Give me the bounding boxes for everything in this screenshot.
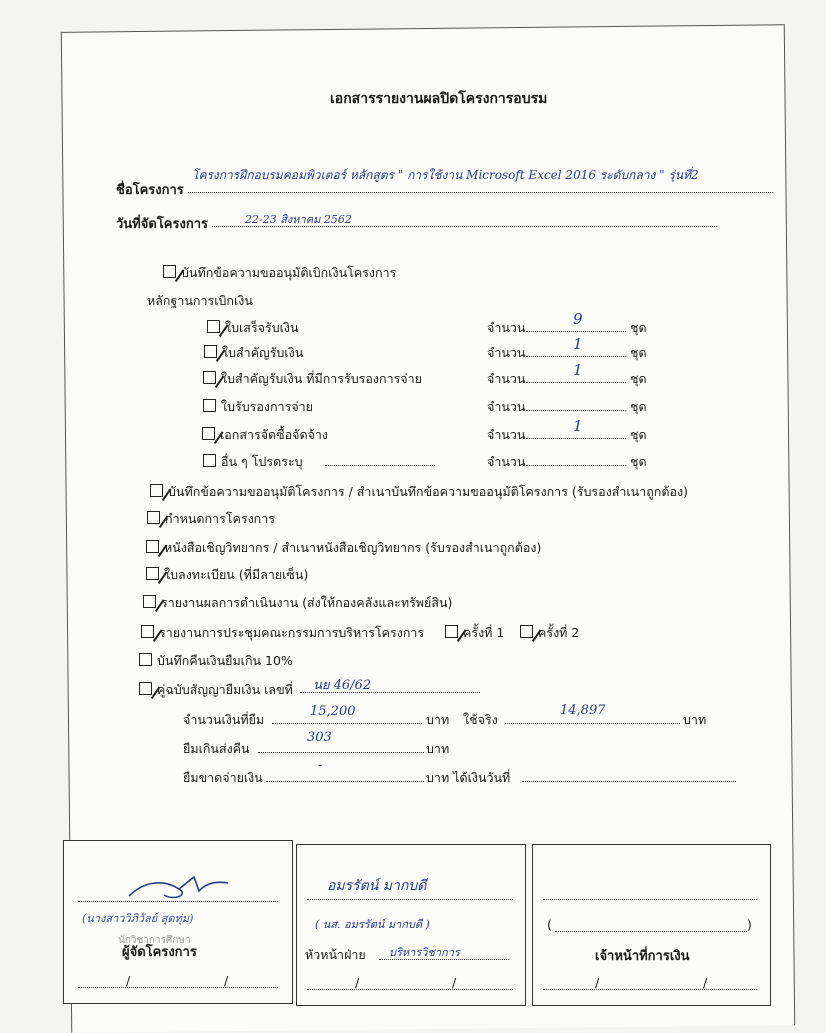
meeting-round-1: ครั้งที่ 1 [445,623,504,643]
qty-value: 1 [573,417,583,435]
finance-name-open: ( [547,917,552,932]
qty-label: จำนวน [487,427,526,442]
qty-line [526,382,626,383]
document-checkbox[interactable] [146,567,159,580]
deficit-label: ยืมขาดจ่ายเงิน [183,770,263,785]
checkbox-round-2[interactable] [520,625,533,638]
qty-label: จำนวน [487,345,526,360]
checkbox-round-1[interactable] [445,625,458,638]
document-item: รายงานผลการดำเนินงาน (ส่งให้กองคลังและทรัพย์สิน) [143,593,452,613]
qty-line [526,356,626,357]
organizer-sign-line [78,901,278,902]
organizer-signature-icon [124,871,234,905]
excess-label: ยืมเกินส่งคืน [183,741,250,756]
qty-value: 9 [573,310,583,328]
document-title: เอกสารรายงานผลปิดโครงการอบรม [330,91,548,107]
unit-label: ชุด [630,320,647,335]
qty-line [526,331,626,332]
qty-line [526,410,626,411]
excess-line [258,752,424,753]
qty-label: จำนวน [487,454,526,469]
evidence-item: ใบเสร็จรับเงิน [207,318,299,338]
unit-label: ชุด [630,454,647,469]
baht-3: บาท [426,741,450,756]
finance-name-line [555,931,747,932]
evidence-checkbox[interactable] [207,320,220,333]
meeting-round-2: ครั้งที่ 2 [520,623,579,643]
project-name-label: ชื่อโครงการ [116,183,184,198]
document-item: บันทึกคืนเงินยืมเกิน 10% [139,651,293,671]
signature-box-organizer [63,840,293,1004]
evidence-item: ใบสำคัญรับเงิน [204,343,303,363]
actual-line [505,723,680,724]
contract-no-value: นย 46/62 [313,678,372,693]
project-name-value: โครงการฝึกอบรมคอมพิวเตอร์ หลักสูตร " การใช้งาน Microsoft Excel 2016 ระดับกลาง " รุ่นที่2 [192,168,699,182]
received-date-line [522,781,736,782]
head-role-value: บริหารวิชาการ [389,946,460,959]
other-specify-line [325,465,435,466]
memo-approve-withdraw: บันทึกข้อความขออนุมัติเบิกเงินโครงการ [163,263,396,283]
date-label: วันที่จัดโครงการ [116,217,208,232]
evidence-checkbox[interactable] [204,345,217,358]
evidence-item: ใบสำคัญรับเงิน ที่มีการรับรองการจ่าย [203,369,422,389]
signature-box-finance [532,844,771,1006]
document-checkbox[interactable] [146,540,159,553]
qty-line [526,465,626,466]
evidence-checkbox[interactable] [203,399,216,412]
finance-role: เจ้าหน้าที่การเงิน [595,949,690,964]
evidence-heading: หลักฐานการเบิกเงิน [147,293,253,308]
head-name: ( นส. อมรรัตน์ มากบดี ) [315,918,430,931]
document-item: ใบลงทะเบียน (ที่มีลายเซ็น) [146,565,308,585]
evidence-checkbox[interactable] [203,371,216,384]
unit-label: ชุด [630,399,647,414]
document-checkbox[interactable] [139,653,152,666]
organizer-sub-title: นักวิชาการศึกษา [118,935,191,946]
head-date-slash-2: / [452,975,457,990]
document-item: บันทึกข้อความขออนุมัติโครงการ / สำเนาบันทึกข้อความขออนุมัติโครงการ (รับรองสำเนาถูกต้อง) [150,482,688,502]
document-checkbox[interactable] [141,625,154,638]
actual-label: ใช้จริง [463,712,498,727]
document-item: กำหนดการโครงการ [147,509,275,529]
loan-amount-line [272,723,422,724]
qty-label: จำนวน [487,320,526,335]
loan-amount-label: จำนวนเงินที่ยืม [183,712,265,727]
finance-date-line [543,989,757,990]
organizer-role: ผู้จัดโครงการ [122,945,197,960]
organizer-name: (นางสาววิภิวัลย์ สุดทุ่ม) [82,912,194,925]
baht-2: บาท [683,712,707,727]
document-checkbox[interactable] [143,595,156,608]
head-date-slash-1: / [355,975,360,990]
date-value: 22-23 สิงหาคม 2562 [245,213,352,226]
deficit-line [266,781,424,782]
project-name-line [188,192,773,193]
unit-label: ชุด [630,427,647,442]
evidence-checkbox[interactable] [203,454,216,467]
loan-amount-value: 15,200 [310,704,356,719]
finance-date-slash-2: / [703,975,708,990]
actual-value: 14,897 [560,703,606,718]
qty-value: 1 [573,335,583,353]
evidence-item: อื่น ๆ โปรดระบุ [203,452,303,472]
unit-label: ชุด [630,345,647,360]
head-sign-line [307,899,513,900]
baht-1: บาท [426,712,450,727]
finance-sign-line [543,899,757,900]
head-signature: อมรรัตน์ มากบดี [327,878,427,894]
document-item: หนังสือเชิญวิทยากร / สำเนาหนังสือเชิญวิทยากร (รับรองสำเนาถูกต้อง) [146,538,541,558]
finance-name-close: ) [747,917,752,932]
finance-date-slash-1: / [595,975,600,990]
unit-label: ชุด [630,371,647,386]
evidence-item: ใบรับรองการจ่าย [203,397,313,417]
head-date-line [307,989,513,990]
evidence-checkbox[interactable] [202,427,215,440]
document-item: รายงานการประชุมคณะกรรมการบริหารโครงการ [141,623,424,643]
qty-label: จำนวน [487,399,526,414]
head-role: หัวหน้าฝ่าย [305,947,366,962]
evidence-item: เอกสารจัดซื้อจัดจ้าง [202,425,328,445]
organizer-date-line [78,987,278,988]
document-item: คู่ฉบับสัญญายืมเงิน เลขที่ [139,680,293,700]
document-checkbox[interactable] [150,484,163,497]
signature-box-head [296,844,526,1006]
checkbox-memo-withdraw[interactable] [163,265,176,278]
received-date-label: บาท ได้เงินวันที่ [426,770,511,785]
excess-value: 303 [307,730,332,745]
document-checkbox[interactable] [147,511,160,524]
deficit-value: - [318,758,323,773]
qty-value: 1 [573,361,583,379]
qty-line [526,438,626,439]
organizer-date-slash-1: / [126,973,131,988]
qty-label: จำนวน [487,371,526,386]
organizer-date-slash-2: / [224,973,229,988]
document-checkbox[interactable] [139,682,152,695]
